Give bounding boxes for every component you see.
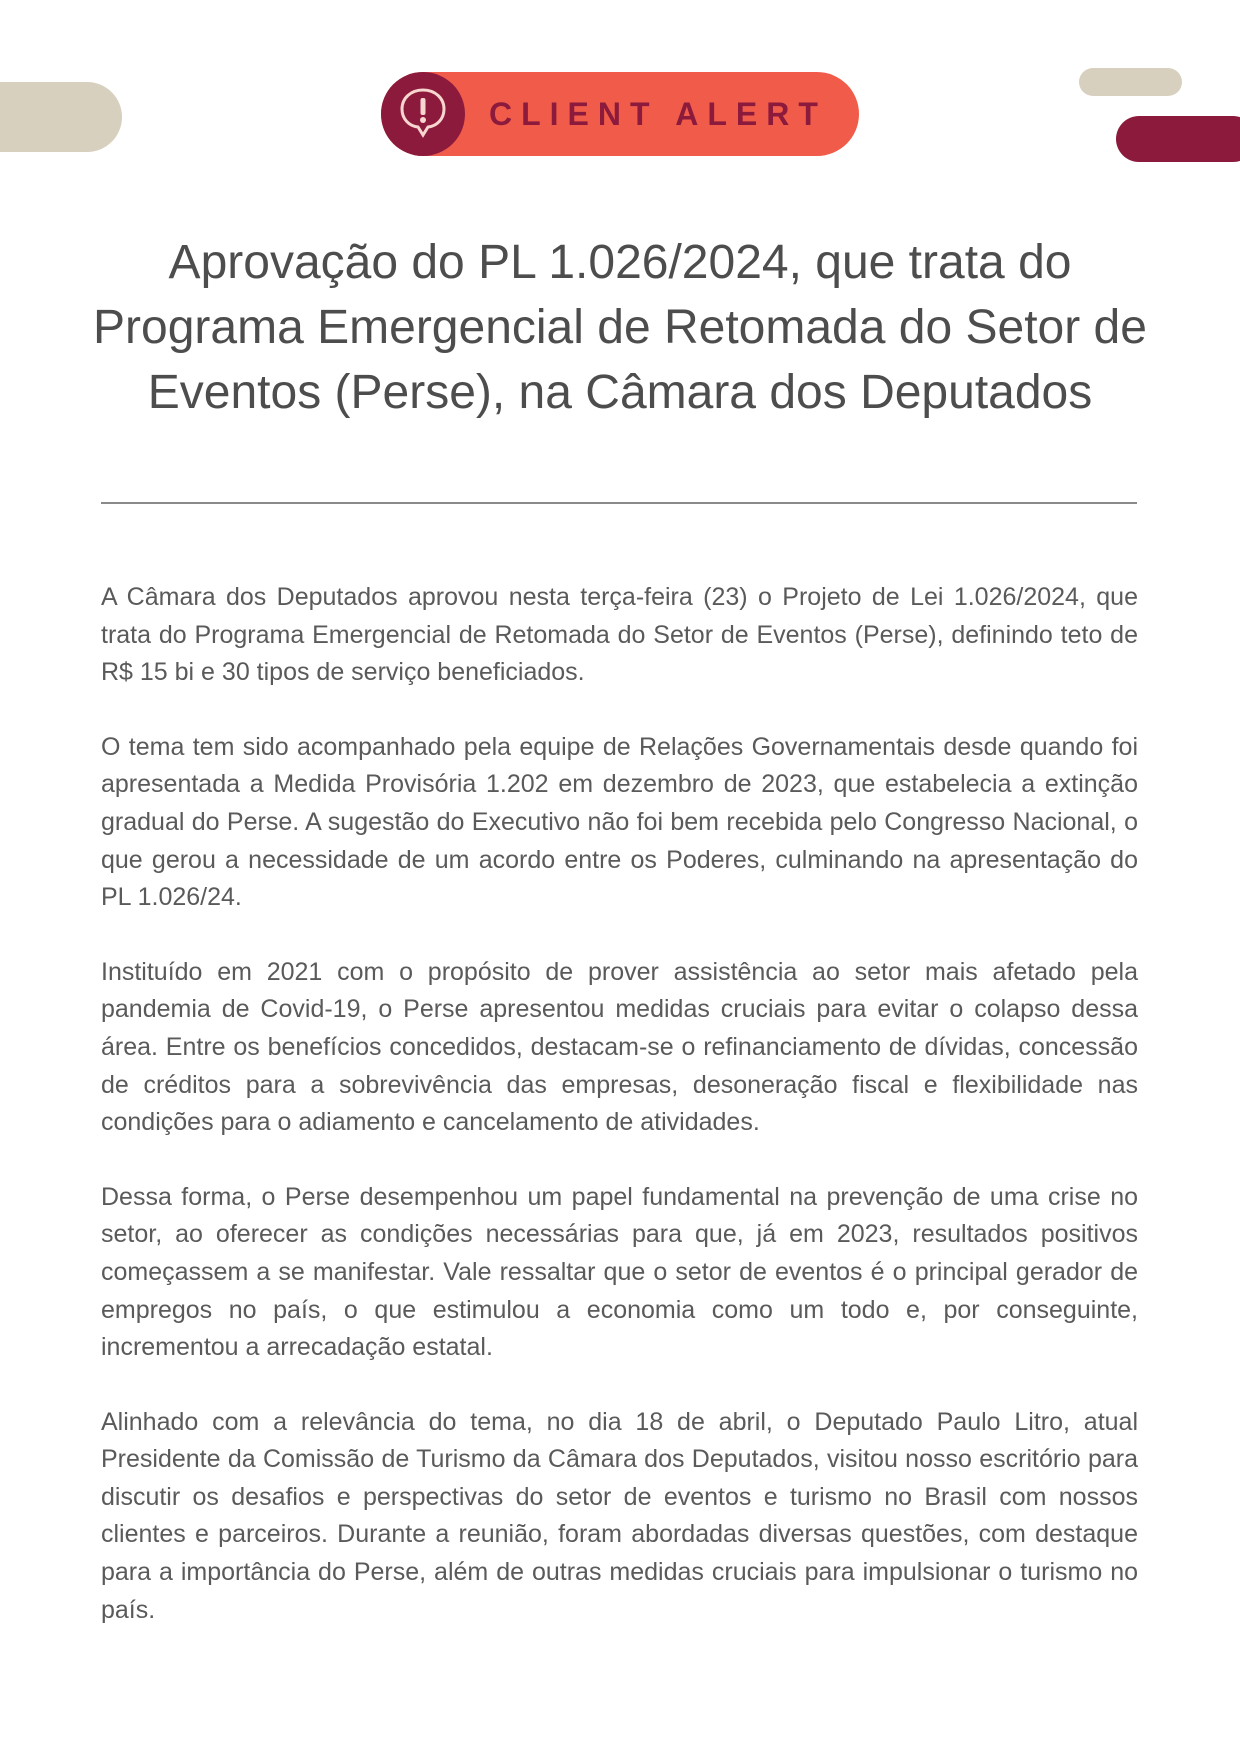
document-body <box>101 579 1138 1666</box>
client-alert-badge <box>381 72 859 156</box>
badge-label: CLIENT ALERT <box>489 96 827 132</box>
document-title: Aprovação do PL 1.026/2024, que trata do Programa Emergencial de Retomada do Setor de Eventos (Perse), na Câmara dos Deputados <box>93 236 1147 419</box>
body-paragraph: O tema tem sido acompanhado pela equipe de Relações Governamentais desde quando foi apresentada a Medida Provisória 1.202 em dezembro de 2023, que estabelecia a extinção gradual do Perse. A sugestão do Executivo não foi bem recebida pelo Congresso Nacional, o que gerou a necessidade de um acordo entre os Poderes, culminando na apresentação do PL 1.026/24. <box>101 732 1138 912</box>
body-paragraph: Alinhado com a relevância do tema, no dia 18 de abril, o Deputado Paulo Litro, atual Presidente da Comissão de Turismo da Câmara dos Deputados, visitou nosso escritório para discutir os desafios e perspectivas do setor de eventos e turismo no Brasil com nossos clientes e parceiros. Durante a reunião, foram abordadas diversas questões, com destaque para a importância do Perse, além de outras medidas cruciais para impulsionar o turismo no país. <box>101 1407 1138 1624</box>
alert-exclamation-icon <box>397 86 449 142</box>
body-paragraph: Instituído em 2021 com o propósito de prover assistência ao setor mais afetado pela pandemia de Covid-19, o Perse apresentou medidas cruciais para evitar o colapso dessa área. Entre os benefícios concedidos, destacam-se o refinanciamento de dívidas, concessão de créditos para a sobrevivência das empresas, desoneração fiscal e flexibilidade nas condições para o adiamento e cancelamento de atividades. <box>101 957 1138 1137</box>
alert-icon-circle <box>381 72 465 156</box>
body-paragraph: A Câmara dos Deputados aprovou nesta terça-feira (23) o Projeto de Lei 1.026/2024, que trata do Programa Emergencial de Retomada do Setor de Eventos (Perse), definindo teto de R$ 15 bi e 30 tipos de serviço beneficiados. <box>101 583 1138 687</box>
decorative-pill-left <box>0 82 122 152</box>
decorative-pill-right-red <box>1116 116 1240 162</box>
title-divider <box>101 502 1137 504</box>
body-paragraph: Dessa forma, o Perse desempenhou um papel fundamental na prevenção de uma crise no setor, ao oferecer as condições necessárias para que, já em 2023, resultados positivos começassem a se manifestar. Vale ressaltar que o setor de eventos é o principal gerador de empregos no país, o que estimulou a economia como um todo e, por conseguinte, incrementou a arrecadação estatal. <box>101 1182 1138 1362</box>
decorative-pill-right-small <box>1079 68 1182 96</box>
